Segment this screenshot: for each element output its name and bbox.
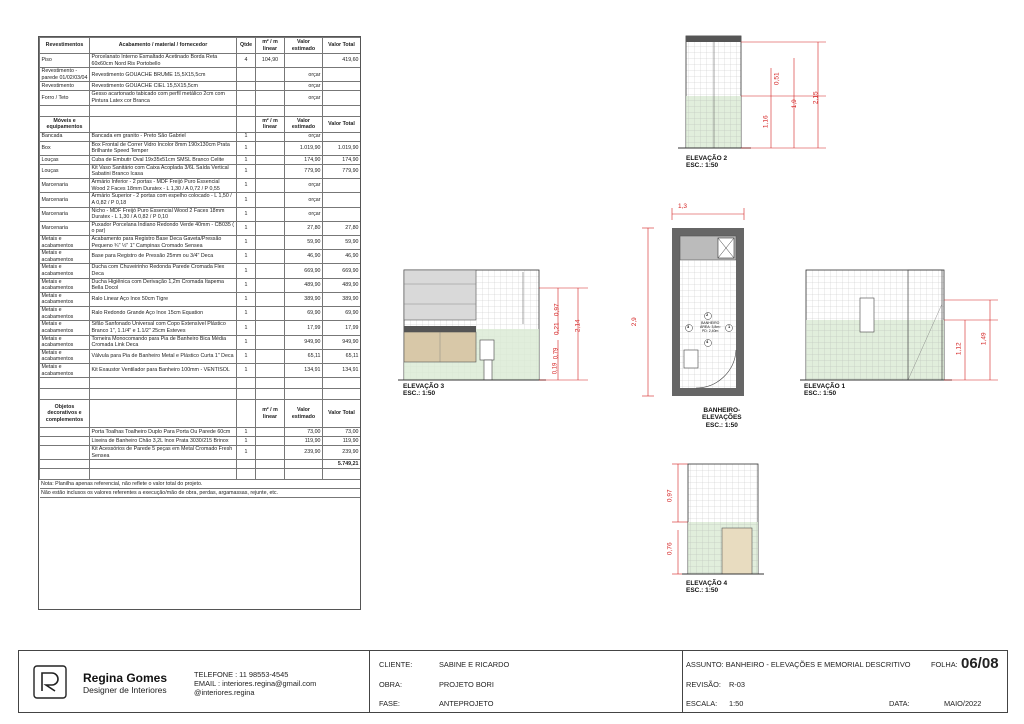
table-row [40,307,361,321]
cell-cat: Metais e acabamentos [40,321,90,335]
cell-qtd: 1 [237,141,256,155]
blank-row [40,469,361,480]
cell-cat: Marcenaria [40,221,90,235]
cell-desc: Revestimento GOUACHE BRUME 15,5X15,5cm [90,68,237,82]
title-text: BANHEIRO- [703,407,741,414]
cell-m2 [256,164,285,178]
dim-label: 0,97 [553,303,561,317]
escala-label: ESCALA: [686,699,718,708]
escala-value: 1:50 [729,699,744,708]
cell-qtd: 1 [237,437,256,446]
note-row [40,480,361,489]
cell-cat: Metais e acabamentos [40,349,90,363]
note-row [40,489,361,498]
cell-desc: Armário Superior - 2 portas com espelho colocado - L 1,50 / A 0,82 / P 0,18 [90,193,237,207]
blank-row [40,389,361,400]
cell-cat: Forro / Teto [40,91,90,105]
table-row [40,292,361,306]
cell-qtd: 1 [237,221,256,235]
cell-m2 [256,307,285,321]
table-row [40,446,361,460]
cliente-value: SABINE E RICARDO [439,660,510,669]
elevation-4-drawing [672,458,772,580]
cell-qtd: 1 [237,278,256,292]
header-cell: Valor estimado [285,400,323,428]
cell-total [323,91,361,105]
dim-label: 0,51 [773,72,781,86]
room-name: BANHEIRO [701,321,720,325]
cell-m2 [256,446,285,460]
room-pd: PD: 2,40m [701,329,719,334]
cell-m2 [256,207,285,221]
table-row [40,132,361,141]
cell-m2 [256,193,285,207]
plan-room-info [700,321,720,333]
cell-est: 949,90 [285,335,323,349]
cell-est: 669,90 [285,264,323,278]
cell-m2 [256,278,285,292]
cell-total: 59,90 [323,235,361,249]
title-block [18,650,1008,713]
cell-total: 779,90 [323,164,361,178]
table-row [40,437,361,446]
table-row [40,141,361,155]
obra-value: PROJETO BORI [439,680,494,689]
cell-desc: Gesso acartonado tabicado com perfil metálico 2cm com Pintura Latex cor Branca [90,91,237,105]
note-2: Não estão inclusos os valores referentes a execução/mão de obra, perdas, argamassas, rejunte, etc. [40,489,361,498]
cell-total: 239,90 [323,446,361,460]
cell-m2 [256,428,285,437]
scale-text: ESC.: 1:50 [686,162,719,170]
cell-m2 [256,335,285,349]
cell-desc: Torneira Monocomando para Pia de Banheiro Bica Média Cromada Link Deca [90,335,237,349]
table-row [40,193,361,207]
header-cell: Revestimentos [40,38,90,54]
cell-cat: Bancada [40,132,90,141]
scale-text: ESC.: 1:50 [403,390,436,398]
cell-cat: Metais e acabamentos [40,335,90,349]
cell-est: 779,90 [285,164,323,178]
budget-table [39,37,361,498]
header-cell: Qtde [237,38,256,54]
cell-m2 [256,250,285,264]
revisao-value: R-03 [729,680,746,689]
cell-est: orçar [285,207,323,221]
dim-label: 2,15 [812,91,820,105]
note-1: Nota: Planilha apenas referencial, não reflete o valor total do projeto. [40,480,361,489]
dim-label: 1,16 [762,115,770,129]
cell-total: 134,91 [323,363,361,377]
table-row [40,278,361,292]
cell-est [285,54,323,68]
cell-desc: Porta Toalhas Toalheiro Duplo Para Porta Ou Parede 60cm [90,428,237,437]
cell-cat: Metais e acabamentos [40,250,90,264]
cell-desc: Puxador Porcelana Indiano Redondo Verde 40mm - CB035 ( o par) [90,221,237,235]
folha-label: FOLHA: [931,660,958,669]
cell-qtd: 1 [237,428,256,437]
table-row [40,91,361,105]
cell-cat [40,428,90,437]
cell-est: 65,11 [285,349,323,363]
scale-text: ESC.: 1:50 [705,421,738,429]
header-cell [237,116,256,132]
header-cell: Acabamento / material / fornecedor [90,38,237,54]
header-cell [90,400,237,428]
header-cell: m² / m linear [256,116,285,132]
cell-qtd: 1 [237,307,256,321]
cell-est: 489,90 [285,278,323,292]
cell-qtd: 1 [237,155,256,164]
scale-text: ESC.: 1:50 [804,390,837,398]
cell-cat: Marcenaria [40,179,90,193]
scale-text: ESC.: 1:50 [686,587,719,595]
cell-cat: Piso [40,54,90,68]
dim-label: 1,12 [955,342,963,356]
cell-desc: Acabamento para Registro Base Deca Gaveta/Pressão Pequeno ¾" ½" 1" Campinas Cromado Sensea [90,235,237,249]
cell-desc: Ducha com Chuveirinho Redonda Parede Cromada Flex Deca [90,264,237,278]
blank-row [40,105,361,116]
total-row [40,460,361,469]
cell-cat: Metais e acabamentos [40,264,90,278]
cell-m2 [256,437,285,446]
cell-qtd: 1 [237,321,256,335]
elevation-1-drawing [800,264,1010,384]
dim-label: 0,21 [553,322,561,336]
plan-marker: 2 [706,312,709,317]
table-row [40,164,361,178]
cell-est: 1.019,90 [285,141,323,155]
elevation-3-drawing [398,264,598,384]
cell-qtd [237,68,256,82]
cell-desc: Porcelanato Interno Esmaltado Acetinado Borda Reta 60x60cm Nord Ris Portobello [90,54,237,68]
cell-m2 [256,132,285,141]
elevation-2-title [686,155,727,170]
cell-est: 69,90 [285,307,323,321]
cell-desc: Kit Vaso Sanitário com Caixa Acoplada 3/6L Saída Vertical Sabatini Branco Icasa [90,164,237,178]
cell-cat: Marcenaria [40,207,90,221]
header-cell: Valor Total [323,38,361,54]
cell-total [323,193,361,207]
cell-qtd: 4 [237,54,256,68]
header-cell: m² / m linear [256,400,285,428]
table-row [40,155,361,164]
dim-label: 0,79 [553,347,560,360]
brand-name: Regina Gomes [83,671,168,685]
cell-qtd: 1 [237,363,256,377]
table-row [40,179,361,193]
cell-est: 134,91 [285,363,323,377]
cell-total [323,207,361,221]
cell-total: 27,80 [323,221,361,235]
cell-qtd: 1 [237,164,256,178]
cell-total: 69,90 [323,307,361,321]
title-text: ELEVAÇÃO 2 [686,155,728,162]
table-row [40,250,361,264]
header-row-revestimentos [40,38,361,54]
data-label: DATA: [889,699,910,708]
cell-total: 46,90 [323,250,361,264]
cell-total: 65,11 [323,349,361,363]
cell-total: 389,90 [323,292,361,306]
cell-desc: Lixeira de Banheiro Chão 3,2L Inox Prata 3030/215 Brinox [90,437,237,446]
cell-desc: Nicho - MDF Freijó Puro Essencial Wood 2 Faces 18mm Duratex - L 1,30 / A 0,82 / P 0,10 [90,207,237,221]
cell-desc: Box Frontal de Correr Vidro Incolor 8mm 190x130cm Prata Brilhante Speed Temper [90,141,237,155]
cell-m2 [256,349,285,363]
dim-label: 0,97 [666,489,674,503]
table-row [40,363,361,377]
fase-value: ANTEPROJETO [439,699,494,708]
cell-est: 119,90 [285,437,323,446]
dim-label: 0,76 [666,542,674,556]
cell-cat: Metais e acabamentos [40,363,90,377]
budget-spreadsheet [38,36,361,610]
cell-desc: Ralo Linear Aço Inox 50cm Tigre [90,292,237,306]
cell-est: 46,90 [285,250,323,264]
cell-desc: Base para Registro de Pressão 25mm ou 3/4" Deca [90,250,237,264]
title-text: ELEVAÇÃO 4 [686,580,728,587]
table-row [40,428,361,437]
room-area: ÁREA: 3,8m² [700,325,721,330]
cell-est: 17,99 [285,321,323,335]
header-cell: Valor estimado [285,116,323,132]
fase-label: FASE: [379,699,400,708]
cell-qtd: 1 [237,335,256,349]
cell-total: 489,90 [323,278,361,292]
table-row [40,68,361,82]
header-cell: m² / m linear [256,38,285,54]
cell-cat [40,446,90,460]
cell-desc: Sifão Sanfonado Universal com Copo Extensível Plástico Branco 1", 1.1/4" e 1.1/2" 25cm Esteves [90,321,237,335]
cell-cat: Louças [40,164,90,178]
obra-label: OBRA: [379,680,402,689]
cell-desc: Cuba de Embutir Oval 19x35x51cm SMSL Branco Celite [90,155,237,164]
table-row [40,54,361,68]
cell-cat: Revestimento [40,82,90,91]
cell-est: orçar [285,91,323,105]
header-cell [237,400,256,428]
cell-m2 [256,292,285,306]
table-row [40,349,361,363]
instagram: @interiores.regina [194,688,255,697]
cell-m2 [256,82,285,91]
dim-label: 2,14 [574,319,582,333]
plan-marker: 3 [687,324,690,329]
cell-qtd: 1 [237,250,256,264]
cell-m2 [256,264,285,278]
cell-qtd: 1 [237,292,256,306]
data-value: MAIO/2022 [944,699,982,708]
cell-total: 17,99 [323,321,361,335]
cell-qtd: 1 [237,349,256,363]
cell-est: 59,90 [285,235,323,249]
cell-qtd: 1 [237,264,256,278]
table-row [40,235,361,249]
plan-marker: 4 [706,339,709,344]
header-cell: Objetos decorativos e complementos [40,400,90,428]
cell-qtd: 1 [237,446,256,460]
cell-m2 [256,155,285,164]
cell-est: orçar [285,193,323,207]
header-row-moveis [40,116,361,132]
brand-subtitle: Designer de Interiores [83,685,167,695]
cell-desc: Ducha Higiênica com Derivação 1,2m Cromada Itapema Bella Docol [90,278,237,292]
cell-m2: 104,90 [256,54,285,68]
cell-m2 [256,68,285,82]
brand-logo-icon [33,665,67,699]
cell-est: orçar [285,82,323,91]
cell-total: 1.019,90 [323,141,361,155]
bathroom-plan-drawing [634,200,764,410]
cell-total: 73,00 [323,428,361,437]
cell-desc: Kit Acessórios de Parede 5 peças em Metal Cromado Fresh Sensea [90,446,237,460]
cell-est: orçar [285,132,323,141]
header-cell: Valor Total [323,116,361,132]
cell-qtd: 1 [237,179,256,193]
table-row [40,82,361,91]
cell-desc: Válvula para Pia de Banheiro Metal e Plástico Curta 1" Deca [90,349,237,363]
dim-label: 1,49 [980,332,988,346]
cell-m2 [256,221,285,235]
cell-total [323,132,361,141]
cell-cat: Box [40,141,90,155]
cell-cat: Revestimento - parede 01/02/03/04 [40,68,90,82]
header-cell: Valor Total [323,400,361,428]
cell-cat: Metais e acabamentos [40,235,90,249]
title-text-2: ELEVAÇÕES [702,414,742,422]
cell-m2 [256,235,285,249]
dim-label: 0,19 [552,362,559,375]
grand-total: 5.749,21 [323,460,361,469]
cell-qtd [237,82,256,91]
cell-est: orçar [285,68,323,82]
cell-qtd: 1 [237,207,256,221]
plan-height-dim: 2,9 [630,317,638,327]
plan-marker: 1 [728,324,731,329]
cell-cat [40,437,90,446]
cell-total: 119,90 [323,437,361,446]
cell-est: 389,90 [285,292,323,306]
cell-desc: Bancada em granito - Preto São Gabriel [90,132,237,141]
cell-est: 27,80 [285,221,323,235]
cell-total: 419,60 [323,54,361,68]
cell-est: orçar [285,179,323,193]
table-row [40,207,361,221]
title-text: ELEVAÇÃO 1 [804,383,846,390]
cell-cat: Marcenaria [40,193,90,207]
email: EMAIL : interiores.regina@gmail.com [194,679,317,688]
cell-cat: Metais e acabamentos [40,292,90,306]
plan-title [702,407,742,429]
cell-qtd: 1 [237,132,256,141]
cell-cat: Metais e acabamentos [40,307,90,321]
cell-est: 174,90 [285,155,323,164]
cell-total: 669,90 [323,264,361,278]
header-cell [90,116,237,132]
elevation-3-title [403,383,444,398]
plan-width-dim: 1,3 [678,203,688,210]
cell-total [323,179,361,193]
cell-m2 [256,91,285,105]
cell-cat: Louças [40,155,90,164]
assunto: ASSUNTO: BANHEIRO - ELEVAÇÕES E MEMORIAL DESCRITIVO [686,660,911,669]
cell-m2 [256,179,285,193]
cell-total: 174,90 [323,155,361,164]
header-cell: Valor estimado [285,38,323,54]
folha-value: 06/08 [961,655,999,672]
elevation-4-title [686,580,727,595]
cell-m2 [256,321,285,335]
cell-total: 949,90 [323,335,361,349]
cell-m2 [256,141,285,155]
table-row [40,264,361,278]
cell-desc: Kit Exaustor Ventilador para Banheiro 100mm - VENTISOL [90,363,237,377]
cell-cat: Metais e acabamentos [40,278,90,292]
cell-qtd: 1 [237,235,256,249]
dim-label: 1,9 [790,99,798,109]
cell-total [323,68,361,82]
cell-desc: Armário Inferior - 2 portas - MDF Freijó Puro Essencial Wood 2 Faces 18mm Duratex - L 1,30 / A 0,72 / P 0,55 [90,179,237,193]
cell-desc: Revestimento GOUACHE CIEL 15,5X15,5cm [90,82,237,91]
cell-est: 239,90 [285,446,323,460]
cell-qtd: 1 [237,193,256,207]
title-text: ELEVAÇÃO 3 [403,383,445,390]
table-row [40,221,361,235]
cell-m2 [256,363,285,377]
elevation-1-title [804,383,845,398]
revisao-label: REVISÃO: [686,680,721,689]
header-cell: Móveis e equipamentos [40,116,90,132]
cell-desc: Ralo Redondo Grande Aço Inox 15cm Equation [90,307,237,321]
cliente-label: CLIENTE: [379,660,413,669]
blank-row [40,378,361,389]
cell-qtd [237,91,256,105]
cell-total [323,82,361,91]
cell-est: 73,00 [285,428,323,437]
header-row-objetos [40,400,361,428]
table-row [40,335,361,349]
table-row [40,321,361,335]
phone: TELEFONE : 11 98553-4545 [194,670,289,679]
